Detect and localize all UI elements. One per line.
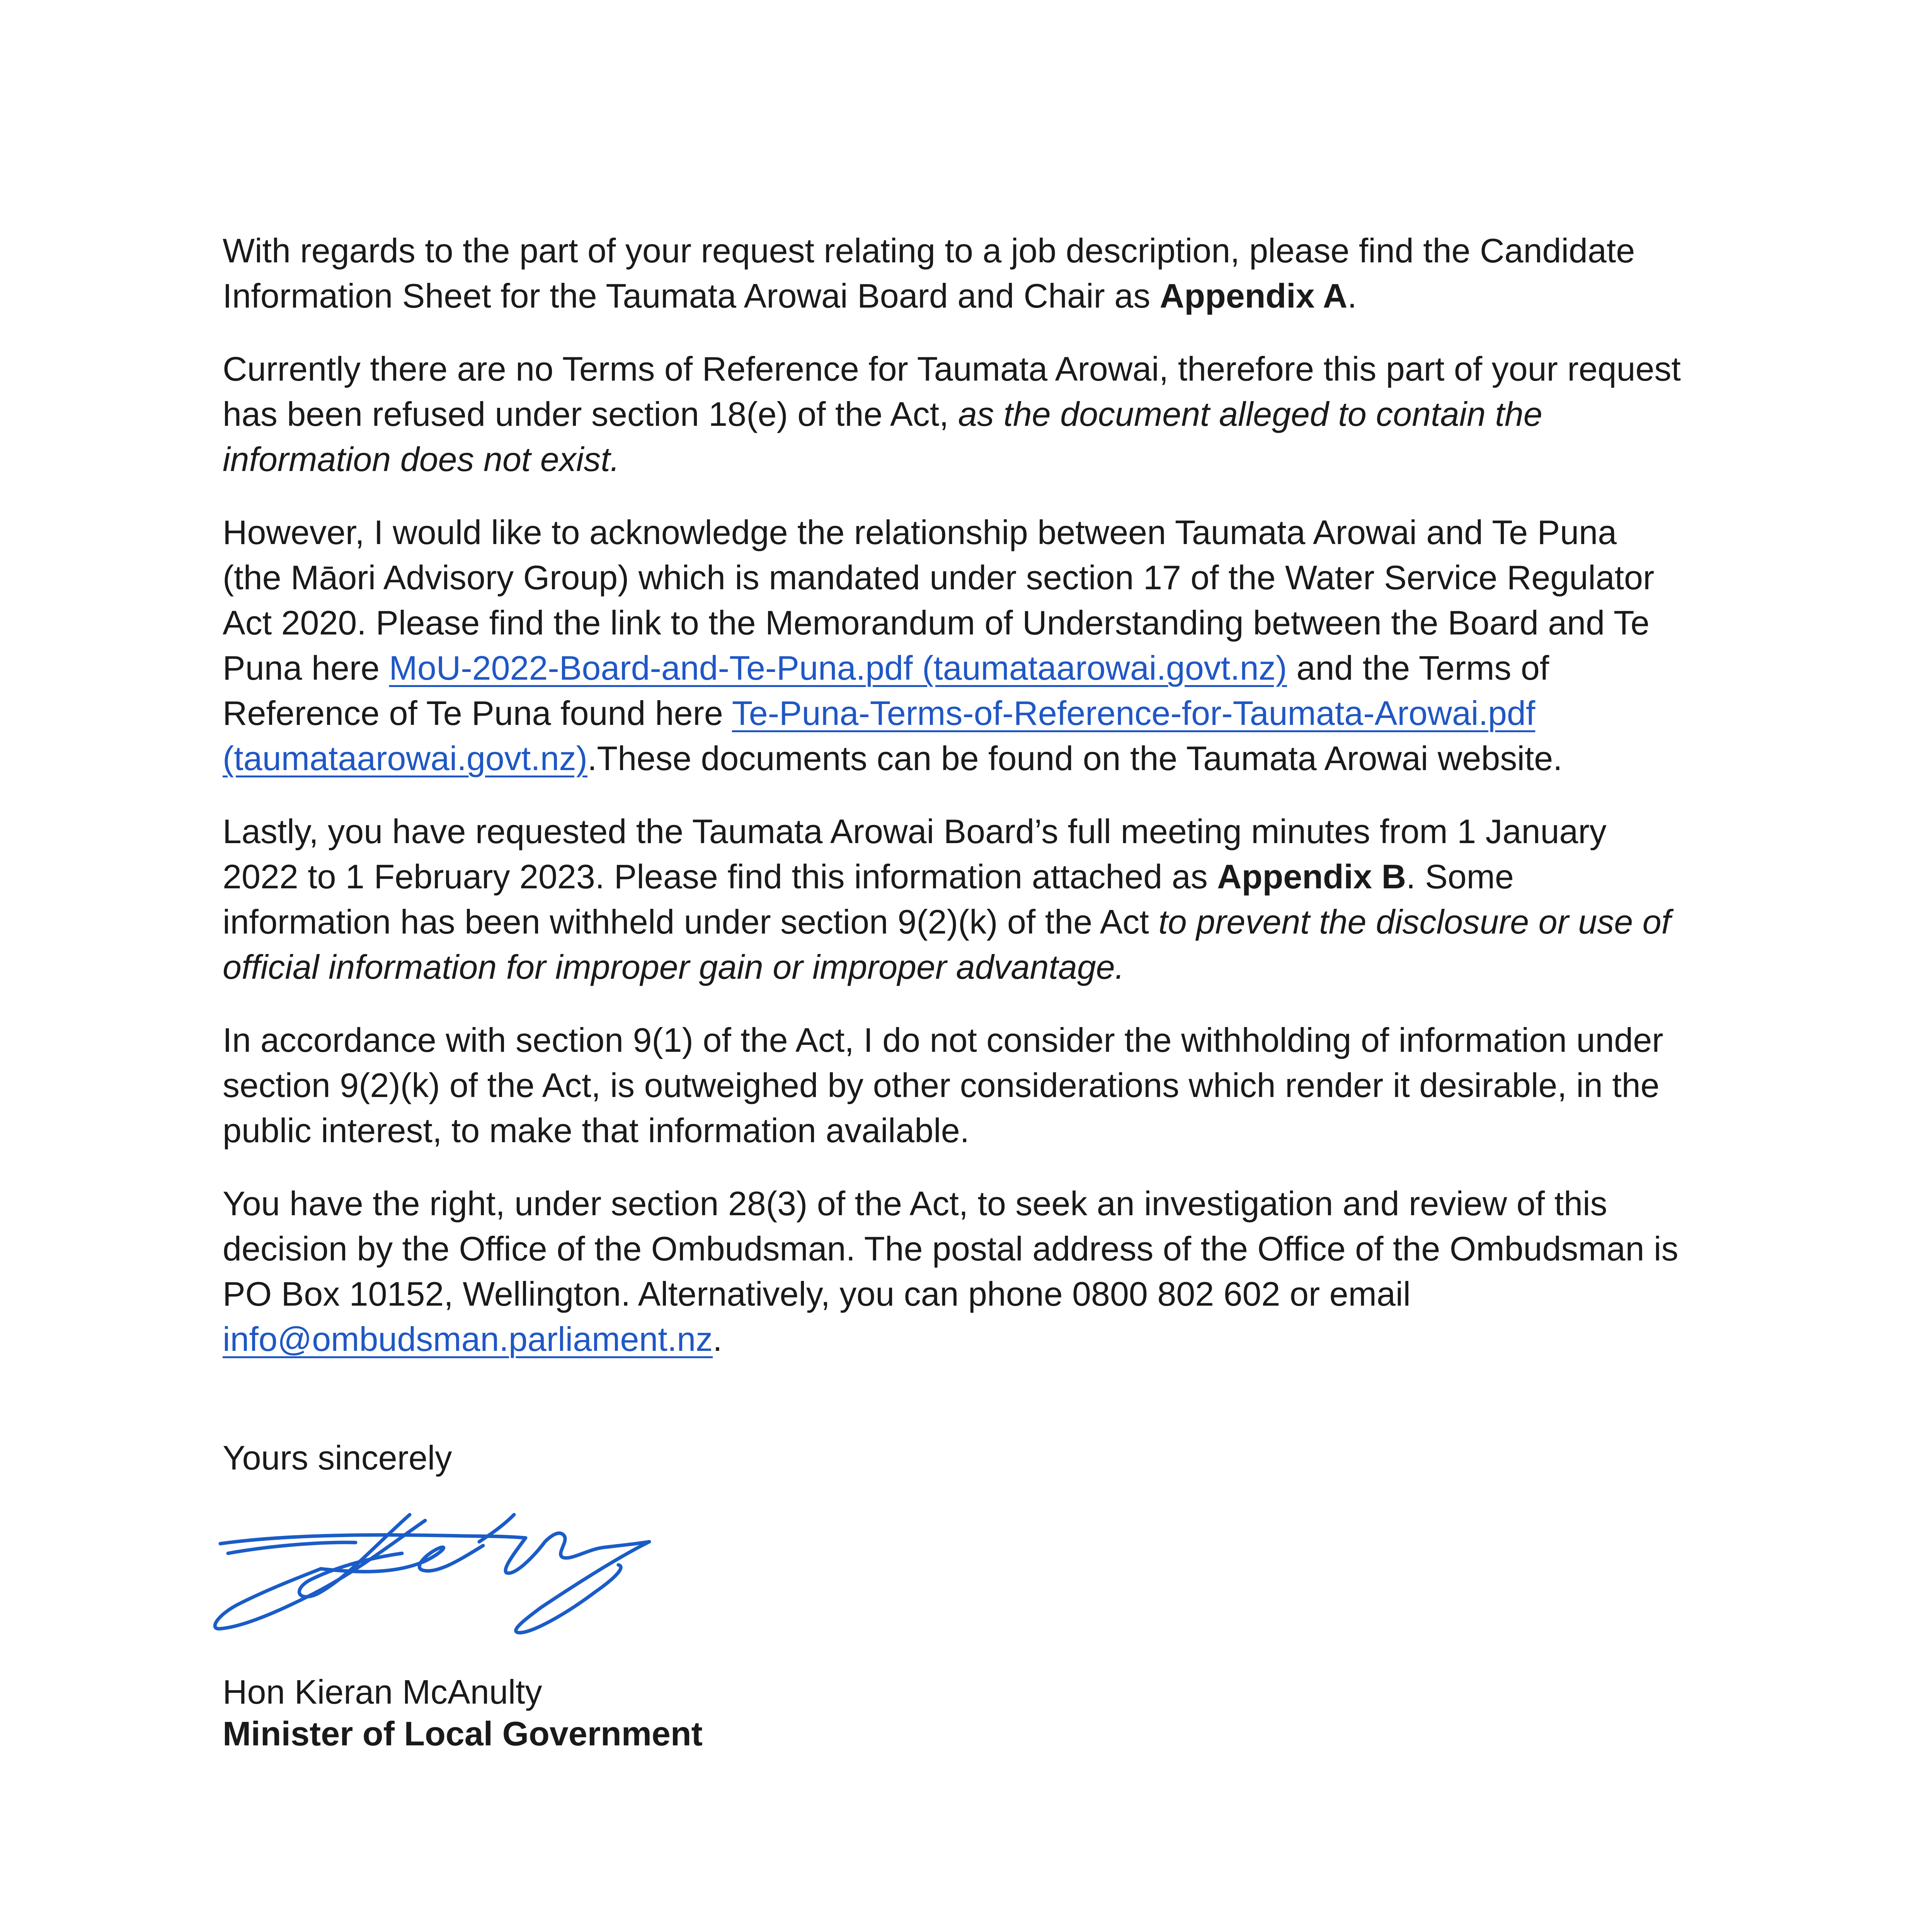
handwritten-signature <box>193 1499 703 1654</box>
paragraph-text: . Some information has been withheld under section 9(2)(k) of the Act <box>223 857 1514 941</box>
paragraph-text: . <box>713 1320 722 1358</box>
closing-salutation: Yours sincerely <box>223 1439 452 1477</box>
withholding-reason: to prevent the disclosure or use of official information for improper gain or improper advantage. <box>223 903 1671 986</box>
paragraph-terms-of-reference <box>223 346 1684 482</box>
paragraph-text: Lastly, you have requested the Taumata Arowai Board’s full meeting minutes from 1 January 2022 to 1 February 2023. Please find this information attached as <box>223 812 1607 896</box>
paragraph-text: Currently there are no Terms of Reference for Taumata Arowai, therefore this part of your request has been refused under section 18(e) of the Act, <box>223 350 1681 433</box>
te-puna-terms-link[interactable]: Te-Puna-Terms-of-Reference-for-Taumata-Arowai.pdf (taumataarowai.govt.nz) <box>223 694 1536 777</box>
paragraph-text: . <box>1347 277 1357 315</box>
paragraph-ombudsman <box>223 1181 1684 1362</box>
paragraph-text: However, I would like to acknowledge the relationship between Taumata Arowai and Te Puna (the Māori Advisory Group) which is mandated under section 17 of the Water Service Regulator Act 2020. Please find the link to the Memorandum of Understanding between the Board and Te Puna here <box>223 513 1655 687</box>
signatory-title: Minister of Local Government <box>223 1714 703 1753</box>
mou-document-link[interactable]: MoU-2022-Board-and-Te-Puna.pdf (taumataarowai.govt.nz) <box>389 649 1287 687</box>
paragraph-text: You have the right, under section 28(3) of the Act, to seek an investigation and review of this decision by the Office of the Ombudsman. The postal address of the Office of the Ombudsman is PO Box 10152, Wellington. Alternatively, you can phone 0800 802 602 or email <box>223 1184 1679 1313</box>
paragraph-public-interest: In accordance with section 9(1) of the Act, I do not consider the withholding of information under section 9(2)(k) of the Act, is outweighed by other considerations which render it desirable, in the public interest, to make that information available. <box>223 1021 1663 1150</box>
paragraph-meeting-minutes <box>223 809 1684 990</box>
paragraph-te-puna <box>223 510 1684 781</box>
ombudsman-email-link[interactable]: info@ombudsman.parliament.nz <box>223 1320 713 1358</box>
signatory-name: Hon Kieran McAnulty <box>223 1673 542 1711</box>
appendix-a-label: Appendix A <box>1159 277 1348 315</box>
paragraph-text: With regards to the part of your request relating to a job description, please find the Candidate Information Sheet for the Taumata Arowai Board and Chair as <box>223 231 1635 315</box>
letter-body <box>223 228 1684 1508</box>
paragraph-appendix-a <box>223 228 1684 318</box>
refusal-reason: as the document alleged to contain the information does not exist. <box>223 395 1542 478</box>
paragraph-text: and the Terms of Reference of Te Puna found here <box>223 649 1549 732</box>
signature-block <box>223 1671 703 1755</box>
appendix-b-label: Appendix B <box>1217 857 1406 896</box>
paragraph-text: .These documents can be found on the Taumata Arowai website. <box>587 739 1563 777</box>
